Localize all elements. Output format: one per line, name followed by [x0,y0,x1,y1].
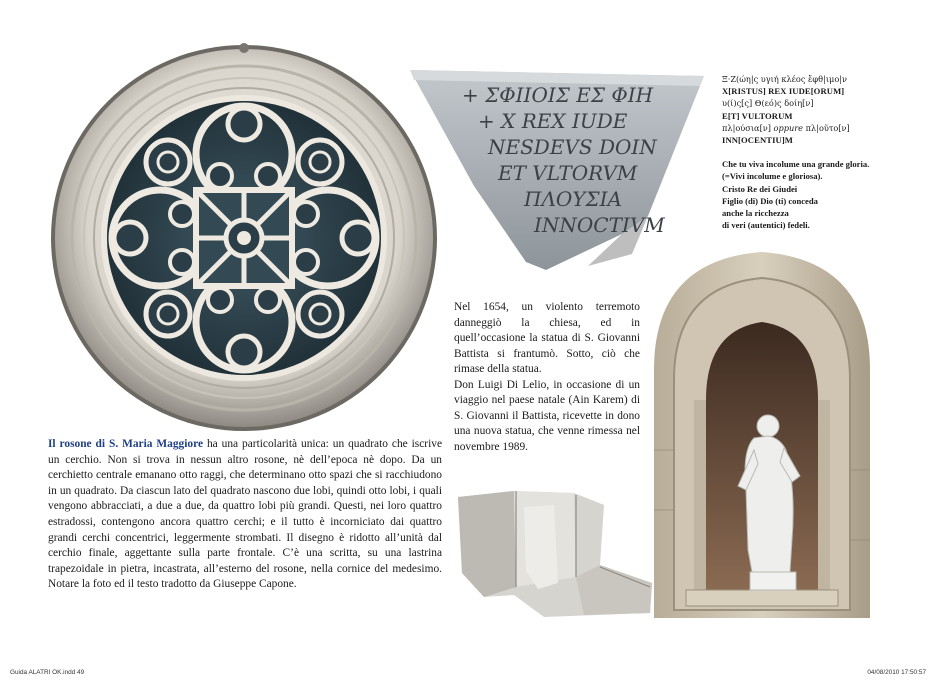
inscription-line-1: Ξ·Ζ(ώη|ς υγιή κλέος ἔφθ|ιμο|ν [722,74,848,84]
rose-window-description [48,437,442,593]
inscription-stone-image [408,66,706,272]
niche-statue-image [650,250,874,618]
footer-timestamp: 04/08/2010 17:50:57 [867,669,926,676]
stone-line-2: + X REX IUDE [478,109,628,133]
description-body: ha una particolarità unica: un quadrato che iscrive un cerchio. Non si trova in nessun altro rosone, nè dell’epoca nè dopo. Da un cerchietto centrale emanano otto raggi, che determinano otto spazi che si racchiudono in un quadrato. Da ciascun lato del quadrato nascono due lobi, quindi otto lobi, i quali vengono abbracciati, a due a due, da quattro lobi più grandi. Questi, nei loro quattro estradossi, contengono ancora quattro cerchi; e il tutto è incorniciato dai quattro grandi cerchi concentrici, leggermente strombati. Il disegno è ridotto all’unità dal cerchio finale, aggettante sulla parte frontale. C’è una scritta, su una lastrina trapezoidale in pietra, incastrata, all’esterno del rosone, nella cornice del medesimo. Notare la foto ed il testo tradotto da Giuseppe Capone. [48,438,442,591]
italian-line-6: di veri (autentici) fedeli. [722,220,810,231]
new-statue-text: Don Luigi Di Lelio, in occasione di un viaggio nel paese natale (Ain Karem) di S. Giovanni il Battista, ricevette in dono una nuova statua, che venne rimessa nel novembre 1989. [454,378,640,453]
inscription-variant-b: πλ|οῦτο[ν] [805,122,850,133]
inscription-line-3: υ(ί)ς[ς] Θ(εό)ς δοίη[ν] [722,98,814,109]
inscription-variant-separator: oppure [773,122,803,133]
earthquake-text: Nel 1654, un violento terremoto danneggiò la chiesa, ed in quell’occasione la statua di S. Giovanni Battista si frantumò. Sotto, ciò che rimase della statua. [454,301,640,375]
inscription-line-4: E[T] VULTORUM [722,110,793,121]
earthquake-paragraph [454,300,640,455]
italian-line-4: Figlio (di) Dio (ti) conceda [722,195,818,206]
italian-line-3: Cristo Re dei Giudei [722,183,798,194]
statue-fragment-image [454,487,654,617]
rose-window-image [48,42,440,434]
stone-line-4: ET VLTORVM [498,161,638,185]
inscription-line-6: INN[OCENTIU]M [722,135,794,146]
inscription-translation [722,73,922,231]
inscription-line-5 [722,122,922,134]
stone-line-5: ΠΛΟΥΣΙΑ [524,187,622,211]
italian-line-1: Che tu viva incolume una grande gloria. [722,159,870,170]
inscription-line-2: X[RISTUS] REX IUDE[ORUM] [722,86,845,97]
stone-line-1: + ΣΦΙΙΟΙΣ ΕΣ ΦΙΗ [462,83,654,107]
italian-line-5: anche la ricchezza [722,208,789,219]
description-lead: Il rosone di S. Maria Maggiore [48,438,204,450]
inscription-variant-a: πλ|ούσια[ν] [722,122,771,133]
stone-line-6: INNOCTIVM [534,213,665,237]
stone-line-3: NESDEVS DOIN [488,135,657,159]
footer-file-slug: Guida ALATRI OK.indd 49 [10,669,85,676]
italian-line-2: (=Vivi incolume e gloriosa). [722,171,823,182]
